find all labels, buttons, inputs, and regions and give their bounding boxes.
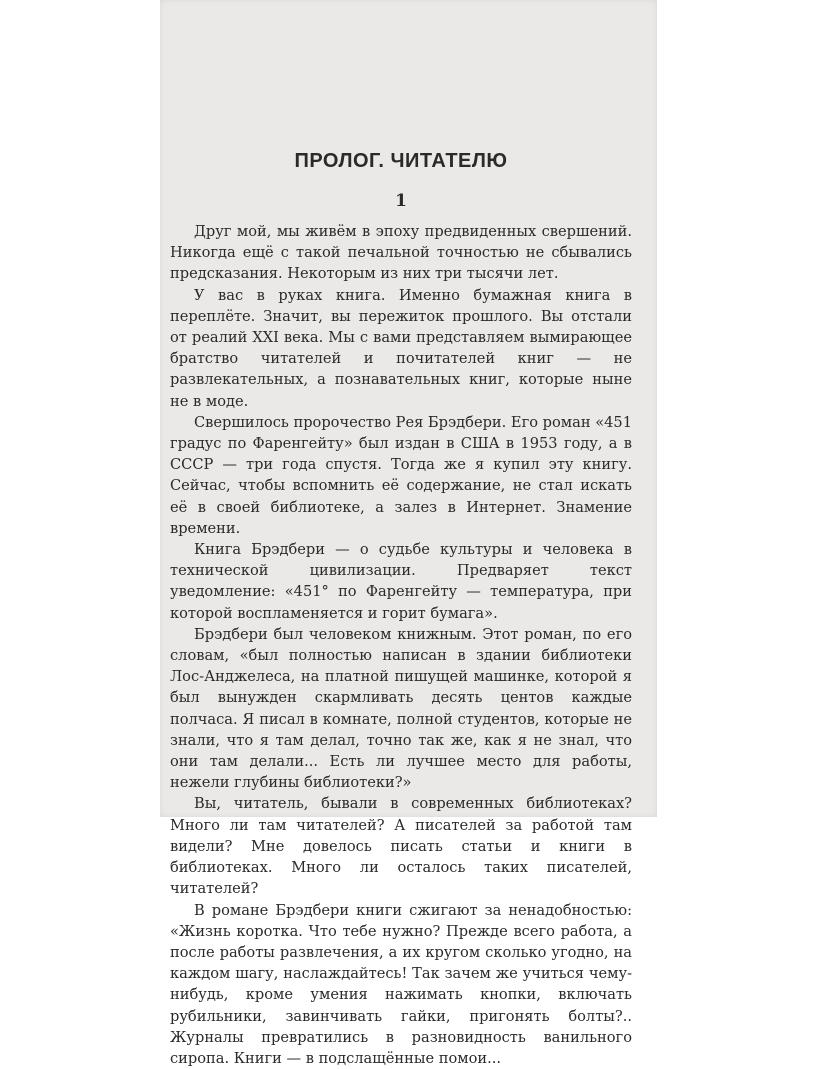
paragraph: Друг мой, мы живём в эпоху предвиденных свершений. Никогда ещё с такой печальной точностью не сбывались предсказания. Некоторым из них три тысячи лет.	[170, 221, 632, 285]
paragraph: В романе Брэдбери книги сжигают за ненадобностью: «Жизнь коротка. Что тебе нужно? Прежде всего работа, а после работы развлечения, а их кругом сколько угодно, на каждом шагу, наслаждайтесь! Так зачем же учиться чему-нибудь, кроме умения нажимать кнопки, включать рубильники, завинчивать гайки, пригонять болты?.. Журналы превратились в разновидность ванильного сиропа. Книги — в подслащённые помои...	[170, 900, 632, 1069]
prologue-title: ПРОЛОГ. ЧИТАТЕЛЮ	[170, 150, 632, 173]
paragraph: Брэдбери был человеком книжным. Этот роман, по его словам, «был полностью написан в здании библиотеки Лос-Анджелеса, на платной пишущей машинке, которой я был вынужден скармливать десять центов каждые полчаса. Я писал в комнате, полной студентов, которые не знали, что я там делал, точно так же, как я не знал, что они там делали... Есть ли лучшее место для работы, нежели глубины библиотеки?»	[170, 624, 632, 794]
paragraph: У вас в руках книга. Именно бумажная книга в переплёте. Значит, вы пережиток прошлого. Вы отстали от реалий XXI века. Мы с вами представляем вымирающее братство читателей и почитателей книг — не развлекательных, а познавательных книг, которые ныне не в моде.	[170, 285, 632, 412]
paragraph: Вы, читатель, бывали в современных библиотеках? Много ли там читателей? А писателей за работой там видели? Мне довелось писать статьи и книги в библиотеках. Много ли осталось таких писателей, читателей?	[170, 793, 632, 899]
page-content	[170, 150, 632, 1069]
book-page	[160, 0, 657, 817]
paragraph: Свершилось пророчество Рея Брэдбери. Его роман «451 градус по Фаренгейту» был издан в США в 1953 году, а в СССР — три года спустя. Тогда же я купил эту книгу. Сейчас, чтобы вспомнить её содержание, не стал искать её в своей библиотеке, а залез в Интернет. Знамение времени.	[170, 412, 632, 539]
chapter-number: 1	[170, 191, 632, 211]
paragraph: Книга Брэдбери — о судьбе культуры и человека в технической цивилизации. Предваряет текст уведомление: «451° по Фаренгейту — температура, при которой воспламеняется и горит бумага».	[170, 539, 632, 624]
